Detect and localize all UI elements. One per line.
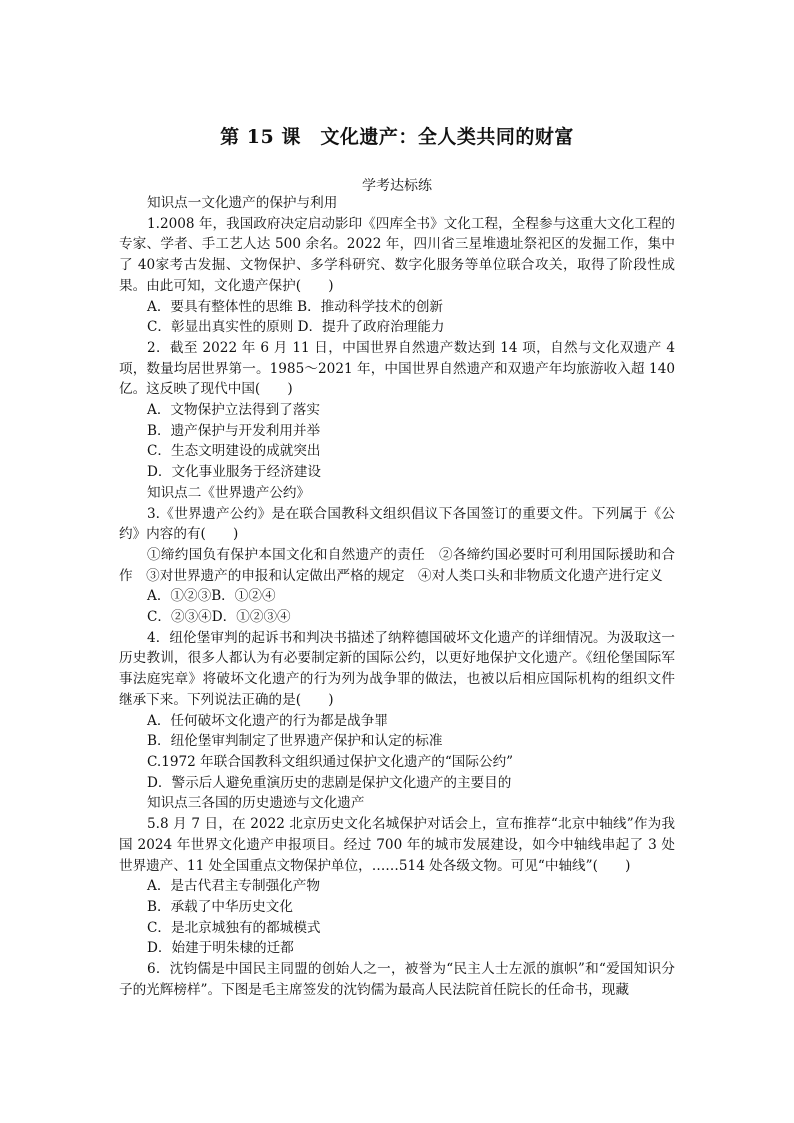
- question-4-stem: 4．纽伦堡审判的起诉书和判决书描述了纳粹德国破坏文化遗产的详细情况。为汲取这一历史教训，很多人都认为有必要制定新的国际公约，以更好地保护文化遗产。《纽伦堡国际军事法庭宪章》将破坏文化遗产的行为列为战争罪的做法，也被以后相应国际机构的组织文件继承下来。下列说法正确的是( ): [119, 629, 675, 708]
- question-5-option-b: B．承载了中华历史文化: [147, 898, 293, 915]
- lesson-title: 第 15 课 文化遗产：全人类共同的财富: [220, 126, 574, 148]
- question-6-stem: 6．沈钧儒是中国民主同盟的创始人之一，被誉为“民主人士左派的旗帜”和“爱国知识分子的光辉榜样”。下图是毛主席签发的沈钧儒为最高人民法院首任院长的任命书，现藏: [119, 961, 675, 998]
- question-1-stem: 1.2008 年，我国政府决定启动影印《四库全书》文化工程，全程参与这重大文化工程的专家、学者、手工艺人达 500 余名。2022 年，四川省三星堆遗址祭祀区的发掘工作，集中了 40家考古发掘、文物保护、多学科研究、数字化服务等单位联合攻关，取得了阶段性成果。由此可知，文化遗产保护( ): [119, 215, 675, 294]
- question-3-items: ①缔约国负有保护本国文化和自然遗产的责任 ②各缔约国必要时可利用国际援助和合作 ③对世界遗产的申报和认定做出严格的规定 ④对人类口头和非物质文化遗产进行定义: [119, 546, 675, 584]
- question-1-options-ab: A．要具有整体性的思维 B．推动科学技术的创新: [147, 298, 444, 315]
- question-4-option-d: D．警示后人避免重演历史的悲剧是保护文化遗产的主要目的: [147, 774, 512, 791]
- question-3-options-cd: C．②③④D．①②③④: [147, 609, 291, 626]
- question-2-option-d: D．文化事业服务于经济建设: [147, 464, 322, 481]
- section-heading: 知识点三各国的历史遗迹与文化遗产: [147, 795, 365, 812]
- question-5-stem: 5.8 月 7 日，在 2022 北京历史文化名城保护对话会上，宣布推荐“北京中轴线”作为我国 2024 年世界文化遗产申报项目。经过 700 年的城市发展建设，如今中轴线串起了 3 处世界遗产、11 处全国重点文物保护单位，……514 处各级文物。可见“中轴线”( ): [119, 816, 675, 874]
- question-5-option-a: A．是古代君主专制强化产物: [147, 878, 320, 895]
- question-1-options-cd: C．彰显出真实性的原则 D．提升了政府治理能力: [147, 319, 445, 336]
- question-3-options-ab: A．①②③B．①②④: [147, 588, 276, 605]
- question-4-option-a: A．任何破坏文化遗产的行为都是战争罪: [147, 712, 388, 729]
- section-heading: 知识点一文化遗产的保护与利用: [147, 195, 338, 211]
- question-5-option-c: C．是北京城独有的都城模式: [147, 919, 321, 936]
- question-2-option-b: B．遗产保护与开发利用并举: [147, 422, 321, 439]
- section-heading: 知识点二《世界遗产公约》: [147, 484, 311, 501]
- question-5-option-d: D．始建于明朱棣的迁都: [147, 940, 294, 957]
- document-body: [119, 193, 675, 1000]
- section-subtitle: 学考达标练: [362, 178, 432, 194]
- question-2-option-a: A．文物保护立法得到了落实: [147, 402, 320, 419]
- question-3-stem: 3.《世界遗产公约》是在联合国教科文组织倡议下各国签订的重要文件。下列属于《公约》内容的有( ): [119, 505, 675, 543]
- question-2-option-c: C．生态文明建设的成就突出: [147, 443, 321, 460]
- question-2-stem: 2．截至 2022 年 6 月 11 日，中国世界自然遗产数达到 14 项，自然与文化双遗产 4 项，数量均居世界第一。1985～2021 年，中国世界自然遗产和双遗产年均旅游收入超 140 亿。这反映了现代中国( ): [119, 339, 675, 398]
- question-4-option-b: B．纽伦堡审判制定了世界遗产保护和认定的标准: [147, 733, 443, 750]
- question-4-option-c: C.1972 年联合国教科文组织通过保护文化遗产的“国际公约”: [147, 753, 514, 770]
